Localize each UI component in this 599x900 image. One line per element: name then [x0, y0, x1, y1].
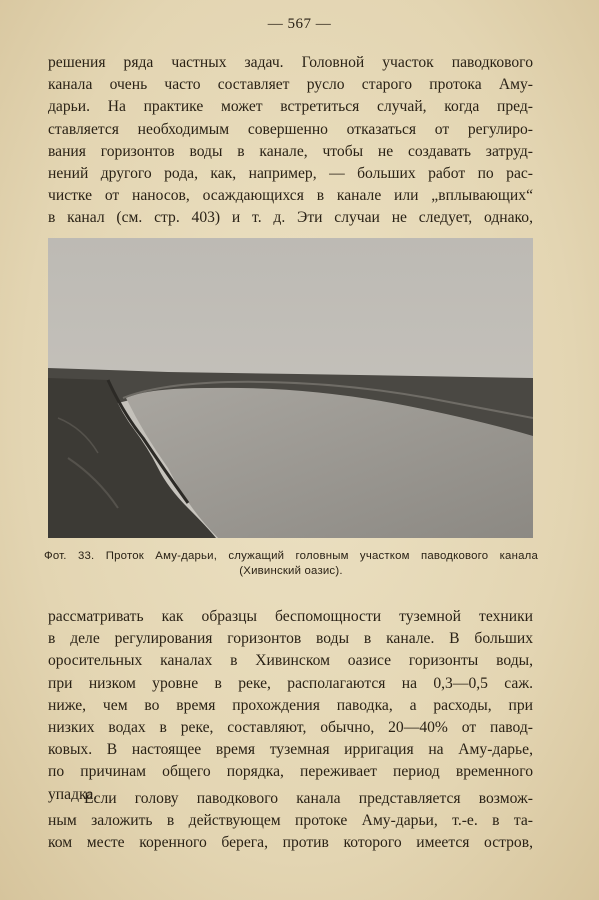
- paragraph-2: [48, 606, 533, 806]
- text-line: Если голову паводкового канала представляется возмож-: [84, 790, 533, 807]
- text-line: дарьи. На практике может встретиться случай, когда пред-: [48, 98, 533, 116]
- text-line: оросительных каналах в Хивинском оазисе горизонты воды,: [48, 652, 533, 670]
- text-line: ковых. В настоящее время туземная ирригация на Аму-дарье,: [48, 741, 533, 759]
- river-landscape-photo-icon: [48, 238, 533, 538]
- text-line: канала очень часто составляет русло старого протока Аму-: [48, 76, 533, 94]
- caption-line: (Хивинский оазис).: [239, 565, 343, 577]
- text-line: вания горизонтов воды в канале, чтобы не создавать затруд-: [48, 142, 533, 160]
- text-line: ным заложить в действующем протоке Аму-дарьи, т.-е. в та-: [48, 812, 533, 830]
- paragraph-1: [48, 52, 533, 230]
- paragraph-3: [48, 788, 533, 855]
- text-line: ставляется необходимым совершенно отказаться от регулиро-: [48, 120, 533, 138]
- text-line: чистке от наносов, осаждающихся в канале или „вплывающих“: [48, 187, 533, 205]
- photo-caption: [44, 549, 538, 579]
- text-line: по причинам общего порядка, переживает период временного: [48, 763, 533, 781]
- text-line: низких водах в реке, составляют, обычно, 20—40% от павод-: [48, 719, 533, 737]
- text-line: при низком уровне в реке, располагаются на 0,3—0,5 саж.: [48, 674, 533, 692]
- caption-line: Фот. 33. Проток Аму-дарьи, служащий головным участком паводкового канала: [44, 550, 538, 562]
- text-line: в канал (см. стр. 403) и т. д. Эти случаи не следует, однако,: [48, 209, 533, 227]
- page-number: — 567 —: [267, 16, 332, 32]
- text-line: рассматривать как образцы беспомощности туземной техники: [48, 608, 533, 625]
- text-line: решения ряда частных задач. Головной участок паводкового: [48, 54, 533, 71]
- river-photo: [48, 238, 533, 538]
- text-line: нений другого рода, как, например, — больших работ по рас-: [48, 165, 533, 183]
- text-line: ниже, чем во время прохождения паводка, а расходы, при: [48, 696, 533, 714]
- text-line: ком месте коренного берега, против которого имеется остров,: [48, 834, 533, 852]
- text-line: упадка.: [48, 785, 98, 803]
- text-line: в деле регулирования горизонтов воды в канале. В больших: [48, 630, 533, 648]
